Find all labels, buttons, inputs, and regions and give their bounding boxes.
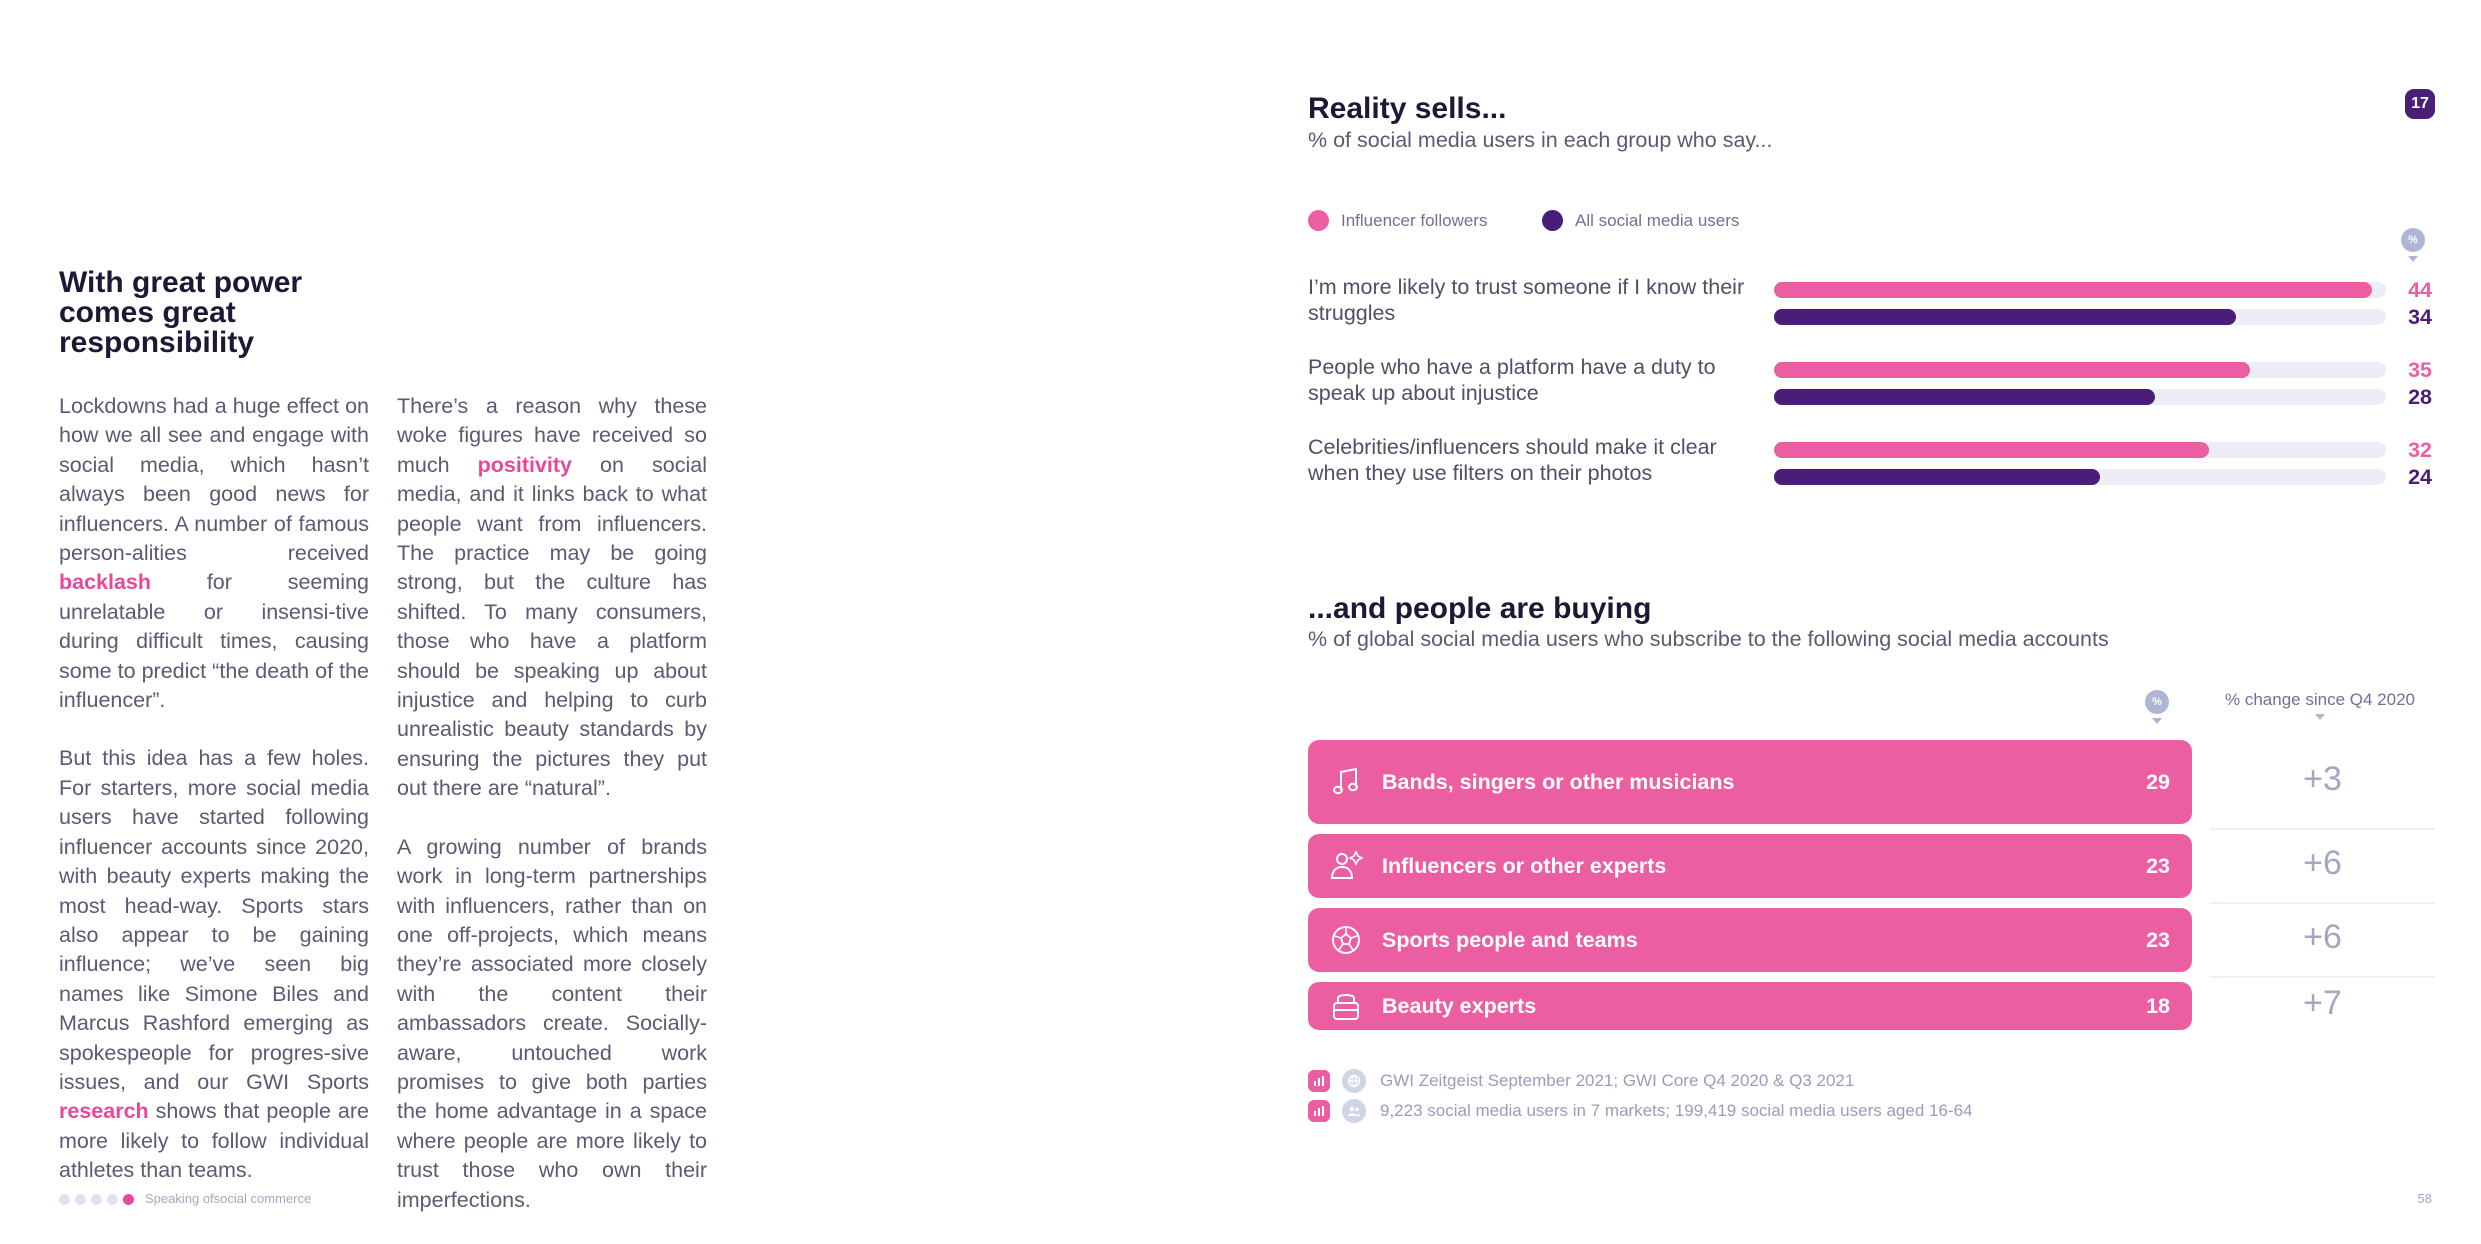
bar-influencer-followers bbox=[1774, 442, 2209, 458]
bar-track bbox=[1774, 442, 2386, 458]
bar-influencer-followers bbox=[1774, 282, 2372, 298]
statement-label: I’m more likely to trust someone if I know their struggles bbox=[1308, 275, 1745, 325]
bar-all-users bbox=[1774, 389, 2155, 405]
bar-value-label: 24 bbox=[2408, 465, 2432, 489]
paragraph bbox=[59, 392, 369, 715]
progress-dot-active bbox=[123, 1194, 134, 1205]
paragraph-text: There’s a reason why these woke figures have received so much bbox=[397, 394, 707, 477]
chart-icon bbox=[1308, 1070, 1330, 1092]
sample-line bbox=[1308, 1099, 1973, 1123]
paragraph-text: for seeming unrelatable or insensi-tive during difficult times, causing some to predict “the death of the influencer”. bbox=[59, 570, 369, 713]
progress-dot bbox=[59, 1194, 70, 1205]
percent-icon: % bbox=[2401, 228, 2425, 252]
row-divider bbox=[2210, 828, 2435, 830]
bar-value-label: 34 bbox=[2408, 305, 2432, 329]
change-value: +6 bbox=[2303, 918, 2342, 956]
page-badge: 17 bbox=[2405, 89, 2435, 119]
makeup-icon bbox=[1328, 988, 1364, 1024]
legend-item-all-users bbox=[1542, 210, 1739, 231]
footer-section-name: Speaking ofsocial commerce bbox=[145, 1191, 312, 1206]
highlight-research-link[interactable]: research bbox=[59, 1099, 149, 1124]
progress-dot bbox=[75, 1194, 86, 1205]
category-label: Sports people and teams bbox=[1382, 927, 1638, 952]
paragraph-text: But this idea has a few holes. For starters, more social media users have started following influencer accounts since 2020, with beauty experts making the most head-way. Sports stars also appear to be gaining influence; we’ve seen big names like Simone Biles and Marcus Rashford emerging as spokespeople for progres-sive issues, and our GWI Sports bbox=[59, 746, 369, 1094]
bar-value-label: 28 bbox=[2408, 385, 2432, 409]
category-row bbox=[1308, 834, 2192, 898]
change-value: +6 bbox=[2303, 844, 2342, 882]
paragraph-text: shows that people are more likely to follow individual athletes than teams. bbox=[59, 1099, 369, 1183]
paragraph bbox=[397, 392, 707, 804]
football-icon bbox=[1328, 922, 1364, 958]
source-line bbox=[1308, 1069, 1854, 1093]
bar-value-label: 32 bbox=[2408, 438, 2432, 462]
legend-label: Influencer followers bbox=[1341, 210, 1488, 230]
category-label: Beauty experts bbox=[1382, 993, 1537, 1018]
progress-dot bbox=[91, 1194, 102, 1205]
category-value: 18 bbox=[2146, 993, 2170, 1018]
change-column-header: % change since Q4 2020 bbox=[2225, 690, 2415, 709]
bar-all-users bbox=[1774, 309, 2236, 325]
page-number: 58 bbox=[2417, 1191, 2432, 1206]
row-divider bbox=[2210, 902, 2435, 904]
category-row bbox=[1308, 740, 2192, 824]
section-title: With great power comes great responsibility bbox=[59, 266, 303, 359]
percent-marker bbox=[2401, 228, 2425, 262]
category-value: 23 bbox=[2146, 927, 2170, 952]
legend-item-influencer-followers bbox=[1308, 210, 1487, 231]
paragraph-text: on social media, and it links back to what people want from influencers. The practice may be going strong, but the culture has shifted. To many consumers, those who have a platform should be speaking up about injustice and helping to curb unrealistic beauty standards by ensuring the pictures they put out there are “natural”. bbox=[397, 452, 707, 801]
bar-track bbox=[1774, 469, 2386, 485]
chart-icon bbox=[1308, 1100, 1330, 1122]
category-label: Bands, singers or other musicians bbox=[1382, 769, 1735, 794]
person-sparkle-icon bbox=[1328, 848, 1364, 884]
statement-label: Celebrities/influencers should make it clear when they use filters on their photos bbox=[1308, 435, 1717, 485]
category-row bbox=[1308, 908, 2192, 972]
music-note-icon bbox=[1328, 764, 1364, 800]
bar-track bbox=[1774, 389, 2386, 405]
category-value: 23 bbox=[2146, 853, 2170, 878]
paragraph: A growing number of brands work in long-term partnerships with influencers, rather than on one off-projects, which means they’re associated more closely with the content their ambassadors create. Socially-aware, untouched work promises to give both parties the home advantage in a space where people are more likely to trust those who own their imperfections. bbox=[397, 834, 707, 1212]
bar-all-users bbox=[1774, 469, 2100, 485]
chart-subtitle: % of global social media users who subscribe to the following social media accounts bbox=[1308, 627, 2109, 651]
category-value: 29 bbox=[2146, 769, 2170, 794]
body-column-right bbox=[397, 392, 707, 1244]
bar-influencer-followers bbox=[1774, 362, 2250, 378]
chevron-down-icon bbox=[2152, 718, 2162, 724]
chart-title: ...and people are buying bbox=[1308, 592, 1652, 625]
chart-subtitle: % of social media users in each group who say... bbox=[1308, 128, 1773, 152]
chevron-down-icon bbox=[2315, 714, 2325, 720]
bar-track bbox=[1774, 309, 2386, 325]
percent-icon: % bbox=[2145, 690, 2169, 714]
paragraph bbox=[59, 744, 369, 1185]
chevron-down-icon bbox=[2408, 256, 2418, 262]
people-icon bbox=[1342, 1099, 1366, 1123]
statement-label: People who have a platform have a duty to speak up about injustice bbox=[1308, 355, 1716, 405]
progress-dot bbox=[107, 1194, 118, 1205]
source-text: GWI Zeitgeist September 2021; GWI Core Q4 2020 & Q3 2021 bbox=[1380, 1071, 1855, 1090]
row-divider bbox=[2210, 976, 2435, 978]
change-value: +3 bbox=[2303, 760, 2342, 798]
highlight-backlash[interactable]: backlash bbox=[59, 570, 152, 595]
category-row bbox=[1308, 982, 2192, 1030]
legend-swatch bbox=[1542, 210, 1563, 231]
bar-value-label: 35 bbox=[2408, 358, 2432, 382]
legend-swatch bbox=[1308, 210, 1329, 231]
bar-track bbox=[1774, 282, 2386, 298]
page-progress-dots bbox=[59, 1194, 134, 1205]
paragraph-text: Lockdowns had a huge effect on how we all see and engage with social media, which hasn’t always been good news for influencers. A number of famous person-alities received bbox=[59, 394, 369, 566]
percent-marker bbox=[2145, 690, 2169, 724]
category-label: Influencers or other experts bbox=[1382, 853, 1667, 878]
body-column-left bbox=[59, 392, 369, 1215]
chart-title: Reality sells... bbox=[1308, 92, 1507, 125]
legend-label: All social media users bbox=[1575, 210, 1740, 230]
change-value: +7 bbox=[2303, 984, 2342, 1022]
bar-track bbox=[1774, 362, 2386, 378]
globe-icon bbox=[1342, 1069, 1366, 1093]
sample-text: 9,223 social media users in 7 markets; 199,419 social media users aged 16-64 bbox=[1380, 1101, 1973, 1120]
highlight-positivity[interactable]: positivity bbox=[477, 452, 573, 477]
bar-value-label: 44 bbox=[2408, 278, 2432, 302]
